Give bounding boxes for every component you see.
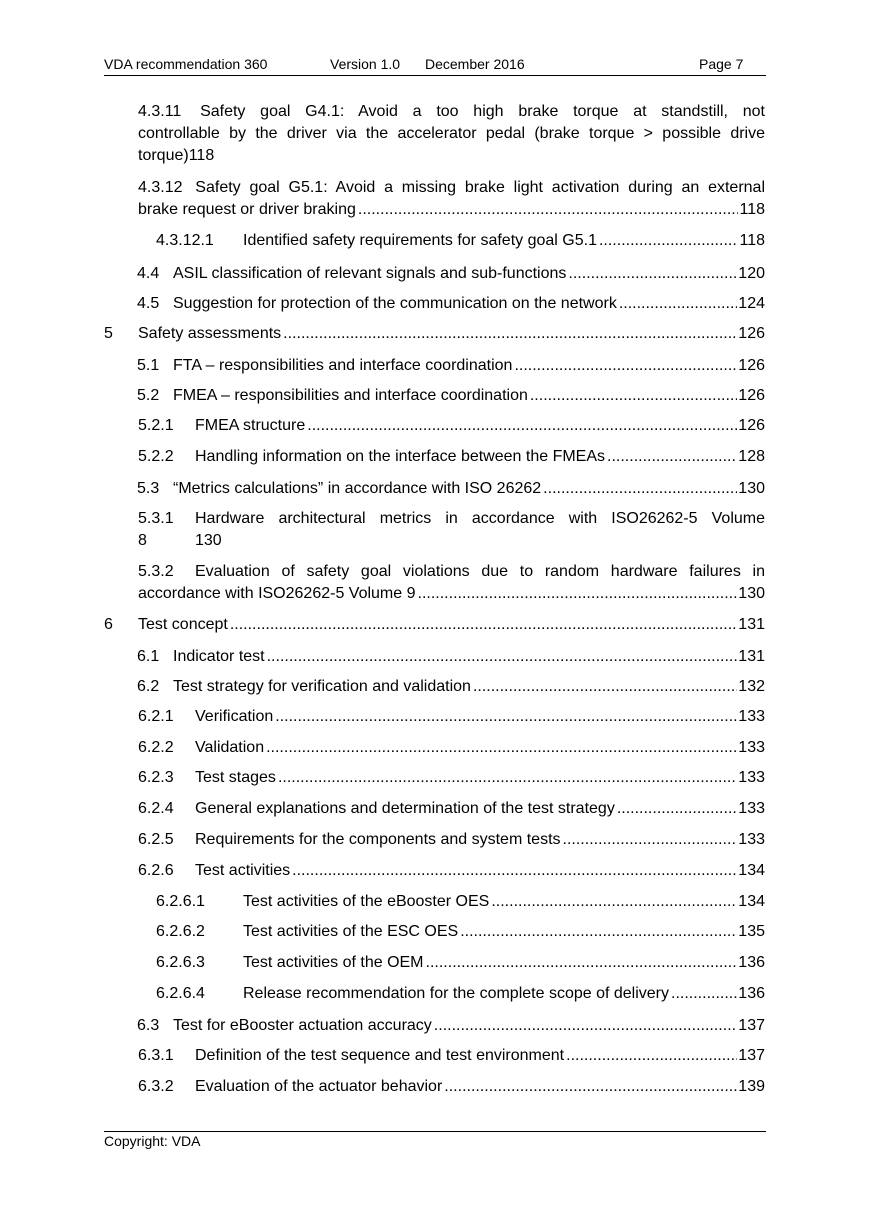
toc-title-line: Safety goal G4.1: Avoid a too high brake torque at standstill, not <box>200 103 765 120</box>
toc-number: 6.2.1 <box>138 708 174 725</box>
toc-page: 126 <box>738 325 765 342</box>
dot-leader <box>278 767 737 789</box>
dot-leader <box>230 614 737 636</box>
dot-leader <box>563 829 738 851</box>
toc-title: Test concept <box>138 616 228 633</box>
dot-leader <box>426 952 738 974</box>
dot-leader <box>418 583 738 605</box>
toc-title: Suggestion for protection of the communication on the network <box>173 295 617 312</box>
toc-number: 4.3.12.1 <box>156 232 214 249</box>
toc-entry-5-3-1[interactable] <box>138 508 765 552</box>
toc-entry-6-2[interactable] <box>137 676 765 698</box>
toc-page: 131 <box>738 648 765 665</box>
toc-page: 118 <box>739 201 765 218</box>
toc-page: 137 <box>738 1017 765 1034</box>
toc-number: 6 <box>104 616 113 633</box>
dot-leader <box>491 891 737 913</box>
toc-number: 6.1 <box>137 648 160 665</box>
toc-entry-6-2-6[interactable] <box>138 860 765 882</box>
toc-title: Release recommendation for the complete scope of delivery <box>243 985 669 1002</box>
dot-leader <box>530 385 737 407</box>
toc-title: Identified safety requirements for safety goal G5.1 <box>243 232 597 249</box>
dot-leader <box>566 1045 737 1067</box>
toc-entry-4-3-11[interactable] <box>138 101 765 167</box>
page-number: Page 7 <box>699 56 744 72</box>
toc-page: 133 <box>738 769 765 786</box>
dot-leader <box>568 263 737 285</box>
toc-title: Indicator test <box>173 648 265 665</box>
toc-number: 5.3.1 <box>138 510 174 527</box>
toc-number: 6.2.6.3 <box>156 954 205 971</box>
toc-page: 126 <box>738 357 765 374</box>
toc-page: 126 <box>738 387 765 404</box>
toc-number: 5.3.2 <box>138 563 174 580</box>
toc-title-line: Hardware architectural metrics in accordance with ISO26262-5 Volume <box>195 510 765 527</box>
toc-title: Test activities of the eBooster OES <box>243 893 490 910</box>
toc-number-continued: 8 <box>138 532 147 549</box>
toc-title: Test activities of the ESC OES <box>243 923 459 940</box>
toc-number: 6.2.3 <box>138 769 174 786</box>
toc-number: 6.2.6 <box>138 862 174 879</box>
toc-number: 6.3.1 <box>138 1047 174 1064</box>
page-header <box>104 56 766 75</box>
toc-number: 4.5 <box>137 295 160 312</box>
dot-leader <box>292 860 737 882</box>
toc-entry-6-2-6-3[interactable] <box>156 952 765 974</box>
toc-page: 124 <box>738 295 765 312</box>
dot-leader <box>607 446 737 468</box>
toc-number: 6.2.6.1 <box>156 893 205 910</box>
toc-page: 133 <box>738 739 765 756</box>
toc-title: Test strategy for verification and validation <box>173 678 471 695</box>
toc-entry-5-2[interactable] <box>137 385 765 407</box>
toc-title-line: Evaluation of safety goal violations due to random hardware failures in <box>195 563 765 580</box>
header-divider <box>104 75 766 76</box>
toc-entry-6[interactable] <box>104 614 765 636</box>
toc-title: General explanations and determination of the test strategy <box>195 800 615 817</box>
toc-page: 130 <box>738 480 765 497</box>
dot-leader <box>358 199 739 221</box>
toc-entry-5-1[interactable] <box>137 355 765 377</box>
toc-page: 131 <box>738 616 765 633</box>
toc-entry-4-3-12[interactable] <box>138 177 765 221</box>
toc-page: 136 <box>738 954 765 971</box>
toc-number: 5.2.2 <box>138 448 174 465</box>
toc-page: 139 <box>738 1078 765 1095</box>
toc-title: FMEA structure <box>195 417 306 434</box>
toc-number: 4.3.12 <box>138 179 183 196</box>
toc-number: 5.3 <box>137 480 160 497</box>
toc-entry-6-2-6-2[interactable] <box>156 921 765 943</box>
toc-number: 5.2 <box>137 387 160 404</box>
toc-page: 133 <box>738 831 765 848</box>
toc-page: 137 <box>738 1047 765 1064</box>
toc-page: 118 <box>188 147 215 164</box>
toc-number: 6.3.2 <box>138 1078 174 1095</box>
toc-page: 133 <box>738 800 765 817</box>
toc-number: 5 <box>104 325 113 342</box>
toc-number: 6.2.6.2 <box>156 923 205 940</box>
toc-title-line: controllable by the driver via the accelerator pedal (brake torque > possible drive <box>138 125 765 142</box>
document-title: VDA recommendation 360 <box>104 56 268 72</box>
toc-page: 133 <box>738 708 765 725</box>
toc-title: Verification <box>195 708 274 725</box>
toc-entry-5-3-2[interactable] <box>138 561 765 605</box>
dot-leader <box>266 737 737 759</box>
footer-divider <box>104 1131 766 1132</box>
toc-page: 128 <box>738 448 765 465</box>
dot-leader <box>619 293 737 315</box>
dot-leader <box>307 415 737 437</box>
toc-page: 118 <box>739 232 765 249</box>
toc-entry-6-2-6-4[interactable] <box>156 983 765 1005</box>
dot-leader <box>460 921 737 943</box>
toc-entry-6-2-2[interactable] <box>138 737 765 759</box>
footer-copyright: Copyright: VDA <box>104 1133 201 1149</box>
toc-entry-4-4[interactable] <box>137 263 765 285</box>
toc-page: 120 <box>738 265 765 282</box>
toc-number: 6.2.4 <box>138 800 174 817</box>
dot-leader <box>283 323 737 345</box>
dot-leader <box>473 676 737 698</box>
toc-entry-6-2-1[interactable] <box>138 706 765 728</box>
toc-entry-6-1[interactable] <box>137 646 765 668</box>
toc-entry-5-2-2[interactable] <box>138 446 765 468</box>
dot-leader <box>434 1015 738 1037</box>
toc-number: 4.3.11 <box>138 103 182 120</box>
toc-number: 6.2.2 <box>138 739 174 756</box>
dot-leader <box>599 230 739 252</box>
toc-page: 130 <box>738 585 765 602</box>
toc-entry-5-3[interactable] <box>137 478 765 500</box>
toc-entry-6-3-2[interactable] <box>138 1076 765 1098</box>
toc-title-line: Safety goal G5.1: Avoid a missing brake light activation during an external <box>195 179 765 196</box>
toc-number: 4.4 <box>137 265 160 282</box>
toc-title: Test activities <box>195 862 291 879</box>
toc-entry-4-3-12-1[interactable] <box>156 230 765 252</box>
dot-leader <box>514 355 737 377</box>
toc-title: Requirements for the components and system tests <box>195 831 561 848</box>
toc-entry-4-5[interactable] <box>137 293 765 315</box>
toc-entry-5[interactable] <box>104 323 765 345</box>
toc-title-line: torque) <box>138 147 189 164</box>
toc-number: 5.1 <box>137 357 160 374</box>
dot-leader <box>671 983 737 1005</box>
toc-entry-6-2-6-1[interactable] <box>156 891 765 913</box>
toc-entry-6-3[interactable] <box>137 1015 765 1037</box>
toc-entry-6-2-3[interactable] <box>138 767 765 789</box>
dot-leader <box>444 1076 737 1098</box>
dot-leader <box>267 646 738 668</box>
toc-title: Test activities of the OEM <box>243 954 424 971</box>
toc-number: 6.2.6.4 <box>156 985 205 1002</box>
toc-entry-5-2-1[interactable] <box>138 415 765 437</box>
toc-title: Definition of the test sequence and test environment <box>195 1047 565 1064</box>
toc-number: 6.3 <box>137 1017 160 1034</box>
toc-page: 136 <box>738 985 765 1002</box>
toc-title: FTA – responsibilities and interface coordination <box>173 357 513 374</box>
toc-title: “Metrics calculations” in accordance with ISO 26262 <box>173 480 542 497</box>
toc-entry-6-3-1[interactable] <box>138 1045 765 1067</box>
toc-title: Test stages <box>195 769 276 786</box>
toc-title-line: brake request or driver braking <box>138 201 356 218</box>
toc-title: Test for eBooster actuation accuracy <box>173 1017 432 1034</box>
toc-page: 132 <box>738 678 765 695</box>
dot-leader <box>543 478 737 500</box>
toc-title: ASIL classification of relevant signals and sub-functions <box>173 265 567 282</box>
toc-title-line: accordance with ISO26262-5 Volume 9 <box>138 585 416 602</box>
toc-page: 126 <box>738 417 765 434</box>
toc-entry-6-2-4[interactable] <box>138 798 765 820</box>
toc-number: 6.2.5 <box>138 831 174 848</box>
toc-page: 134 <box>738 893 765 910</box>
dot-leader <box>275 706 737 728</box>
toc-page: 135 <box>738 923 765 940</box>
toc-title: Handling information on the interface between the FMEAs <box>195 448 606 465</box>
document-date: December 2016 <box>425 56 525 72</box>
toc-title: FMEA – responsibilities and interface coordination <box>173 387 528 404</box>
toc-title: Safety assessments <box>138 325 282 342</box>
toc-title: Evaluation of the actuator behavior <box>195 1078 443 1095</box>
toc-title: Validation <box>195 739 265 756</box>
dot-leader <box>617 798 737 820</box>
toc-number: 5.2.1 <box>138 417 174 434</box>
toc-number: 6.2 <box>137 678 160 695</box>
toc-page: 134 <box>738 862 765 879</box>
toc-entry-6-2-5[interactable] <box>138 829 765 851</box>
document-version: Version 1.0 <box>330 56 401 72</box>
toc-page: 130 <box>195 532 222 549</box>
